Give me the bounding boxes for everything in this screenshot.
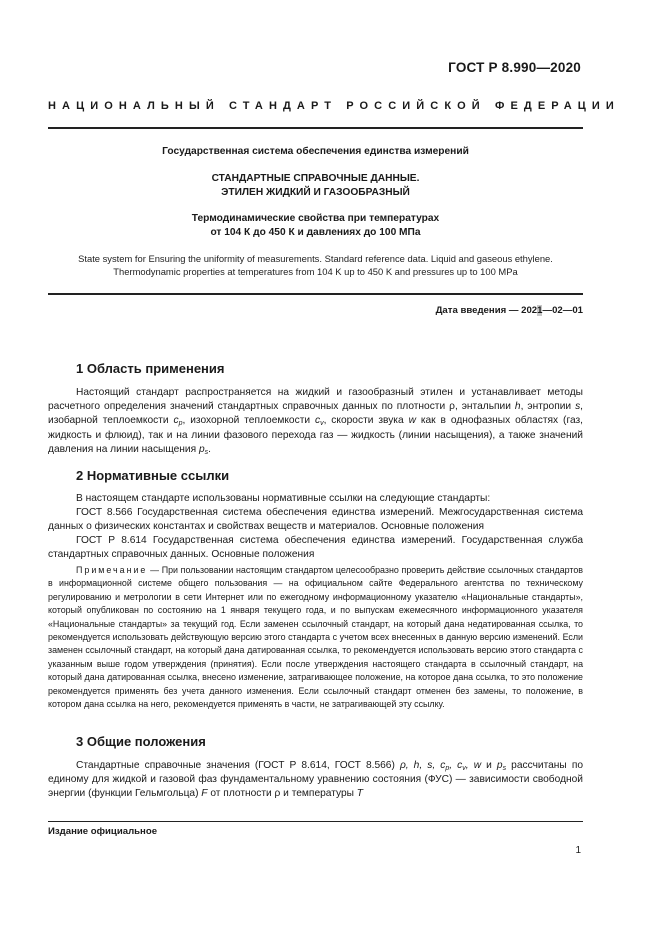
s3-v-sub: v xyxy=(462,765,466,772)
s1-rho: ρ xyxy=(449,401,455,413)
intro-date-year-a: 202 xyxy=(521,305,538,316)
section-2-heading: 2 Нормативные ссылки xyxy=(76,468,230,483)
intro-date-label: Дата введения — xyxy=(435,305,522,316)
s1-text-7: как в однофазных областях (газ, жидкость и флюид), так и на линии фазового перехода газ — жидкость (линии насыщения), а также значений давления на линии насыщения xyxy=(48,415,583,455)
section-2-reference-gost-r-8-614: ГОСТ Р 8.614 Государственная система обеспечения единства измерений. Государственная служба стандартных справочных данных. Основные положения xyxy=(48,535,583,561)
s1-text-3: , энтропии xyxy=(520,401,576,413)
main-title xyxy=(48,172,583,200)
page-number: 1 xyxy=(575,845,581,856)
s3-text-1: Стандартные справочные значения (ГОСТ Р 8.614, ГОСТ 8.566) xyxy=(76,760,400,771)
s3-and: и xyxy=(481,760,497,771)
sub-title-line-2: от 104 К до 450 К и давлениях до 100 МПа xyxy=(210,227,421,238)
s1-text-4: , изобарной теплоемкости xyxy=(48,401,583,427)
intro-date-year-highlight: 1 xyxy=(537,305,543,316)
s1-s: s xyxy=(575,401,581,413)
sub-title xyxy=(48,212,583,240)
intro-date-rest: —02—01 xyxy=(542,305,583,316)
s1-text-1: Настоящий стандарт распространяется на жидкий и газообразный этилен и устанавливает методы расчетного определения значений стандартных справочных данных по плотности xyxy=(48,387,583,413)
note-label: Примечание xyxy=(76,565,148,575)
s3-vars: ρ, h, s, c xyxy=(399,760,446,771)
main-title-line-1: СТАНДАРТНЫЕ СПРАВОЧНЫЕ ДАННЫЕ. xyxy=(211,173,420,184)
s3-p-sub: p xyxy=(445,765,450,772)
section-1-paragraph xyxy=(48,386,583,457)
english-title-line-2: Thermodynamic properties at temperatures from 104 K up to 450 K and pressures up to 100 MPa xyxy=(113,266,518,277)
s3-cv: , c xyxy=(449,760,463,771)
s1-text-6: , скорости звука xyxy=(323,415,409,427)
section-2-reference-gost-8-566: ГОСТ 8.566 Государственная система обеспечения единства измерений. Межгосударственная система данных о физических константах и свойствах веществ и материалов. Основные положения xyxy=(48,507,583,533)
s1-c2: c xyxy=(314,415,321,427)
s3-ps-sub: s xyxy=(502,765,507,772)
section-2-paragraph-1: В настоящем стандарте использованы нормативные ссылки на следующие стандарты: xyxy=(76,493,491,504)
introduction-date xyxy=(436,305,583,316)
s3-F: F xyxy=(201,788,208,800)
s1-v-sub: v xyxy=(320,420,324,428)
footer-divider xyxy=(48,821,583,822)
s1-text-5: , изохорной теплоемкости xyxy=(182,415,315,427)
s3-w: , w xyxy=(465,760,482,771)
national-standard-title: НАЦИОНАЛЬНЫЙ СТАНДАРТ РОССИЙСКОЙ ФЕДЕРАЦИИ xyxy=(48,100,620,112)
section-2-note xyxy=(48,564,583,711)
section-3-paragraph xyxy=(48,759,583,802)
s3-text-3: рассчитаны по единому для жидкой и газовой фаз фундаментальному уравнению состояния (ФУС) — зависимости свободной энергии (функции Гельмгольца) xyxy=(48,760,584,800)
s1-ps: p xyxy=(198,443,205,455)
s3-text-4: от плотности ρ и температуры xyxy=(207,788,357,800)
s1-h: h xyxy=(514,401,521,413)
main-title-line-2: ЭТИЛЕН ЖИДКИЙ И ГАЗООБРАЗНЫЙ xyxy=(221,187,410,198)
note-text: — При пользовании настоящим стандартом целесообразно проверить действие ссылочных стандартов в информационной системе общего пользования — на официальном сайте Федерального агентства по техническому регулированию и метрологии в сети Интернет или по ежегодному информационному указателю «Национальные стандарты», который опубликован по состоянию на 1 января текущего года, и по выпускам ежемесячного информационного указателя «Национальные стандарты» за текущий год. Если заменен ссылочный стандарт, на который дана недатированная ссылка, то рекомендуется использовать действующую версию этого стандарта с учетом всех внесенных в данную версию изменений. Если заменен ссылочный стандарт, на который дана датированная ссылка, то рекомендуется использовать версию этого стандарта с указанным выше годом утверждения (принятия). Если после утверждения настоящего стандарта в ссылочный стандарт, на который дана датированная ссылка, внесено изменение, затрагивающее положение, на которое дана ссылка, то это положение рекомендуется применять без учета данного изменения. Если ссылочный стандарт отменен без замены, то положение, в котором дана ссылка на него, рекомендуется применять в части, не затрагивающей эту ссылку. xyxy=(48,565,583,710)
s1-ps-sub: s xyxy=(204,448,209,456)
sub-title-line-1: Термодинамические свойства при температурах xyxy=(191,213,440,224)
s3-ps: p xyxy=(496,760,503,771)
system-title: Государственная система обеспечения единства измерений xyxy=(162,146,469,157)
s1-text-2: , энтальпии xyxy=(454,401,515,413)
official-edition-label: Издание официальное xyxy=(48,826,158,837)
title-divider xyxy=(48,293,583,295)
english-title xyxy=(48,252,583,278)
section-3-heading: 3 Общие положения xyxy=(76,734,206,749)
s1-p-sub: p xyxy=(178,420,183,428)
s1-c: c xyxy=(173,415,179,427)
section-1-heading: 1 Область применения xyxy=(76,361,225,376)
header-divider xyxy=(48,127,583,129)
s3-T: T xyxy=(356,788,364,800)
english-title-line-1: State system for Ensuring the uniformity of measurements. Standard reference data. Liquid and gaseous ethylene. xyxy=(78,253,553,264)
s1-text-8: . xyxy=(208,443,211,455)
s1-w: w xyxy=(408,415,416,427)
standard-number: ГОСТ Р 8.990—2020 xyxy=(448,60,581,75)
